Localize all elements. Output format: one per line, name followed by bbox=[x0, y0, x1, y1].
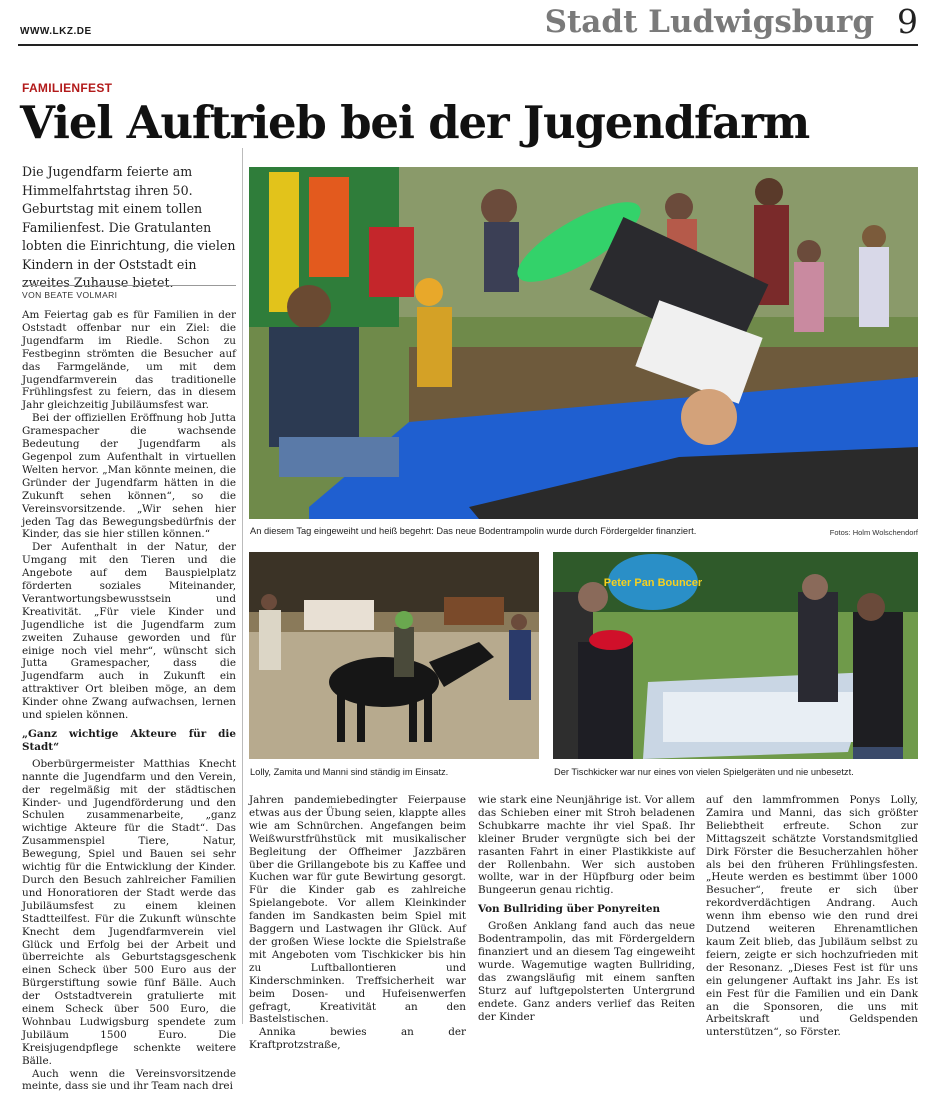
paragraph: Bei der offiziellen Eröffnung hob Jutta Gramespacher die wachsende Bedeutung der Jugendfarm als Gegenpol zum Aufenthalt in virtuellen Welten hervor. „Man könnte meinen, die Gründer der Jugendfarm hätten in die Zukunft sehen können“, so die Vereinsvorsitzende. „Wir sehen hier jeden Tag das Bewegungsbedürfnis der Kinder, das sie hier stillen können.“ bbox=[22, 412, 236, 541]
site-url: WWW.LKZ.DE bbox=[20, 26, 92, 37]
paragraph: Jahren pandemiebedingter Feierpause etwas aus der Übung seien, klappte alles wie am Schnürchen. Angefangen beim Weißwurstfrühstück mit musikalischer Begleitung der Offheimer Jazzbären über die Grillangebote bis zu Kaffee und Kuchen war für gute Bewirtung gesorgt. Für die Kinder gab es zahlreiche Spielangebote. Vor allem Kleinkinder fanden im Sandkasten beim Spiel mit Baggern und Lastwagen ihr Glück. Auf der großen Wiese lockte die Spielstraße mit Angeboten vom Tischkicker bis hin zu Luftballontieren und Kinderschminken. Treffsicherheit war beim Dosen- und Hufeisenwerfen gefragt, Kreativität an den Bastelstischen. bbox=[249, 794, 466, 1026]
paragraph: Der Aufenthalt in der Natur, der Umgang mit den Tieren und die Angebote auf dem Bauspielplatz förderten soziales Miteinander, Verantwortungsbewusstsein und Kreativität. „Für viele Kinder und Jugendliche ist die Jugendfarm zum zweiten Zuhause geworden und für einige noch viel mehr“, wünscht sich Jutta Gramespacher, dass die Jugendfarm auch in Zukunft ein attraktiver Ort bleiben möge, an dem Kinder ohne Zwang aufwachsen, lernen und spielen können. bbox=[22, 541, 236, 722]
photo-credit: Fotos: Holm Wolschendorf bbox=[829, 528, 918, 537]
paragraph: Oberbürgermeister Matthias Knecht nannte die Jugendfarm und den Verein, der regelmäßig mit der städtischen Kinder- und Jugendförderung und den Schulen zusammenarbeite, „ganz wichtige Akteure für die Stadt“. Das Zusammenspiel Tiere, Natur, Bewegung, Spiel und Bauen sei sehr wichtig für die Entwicklung der Kinder. Durch den Besuch zahlreicher Familien und Honoratioren der Stadt werde das Jubiläumsfest zu einem kleinen Stadtteilfest. Für die Zukunft wünschte Knecht dem Jugendfarmverein viel Glück und Erfolg bei der Arbeit und überreichte als Geburtstagsgeschenk einen Scheck über 500 Euro aus der Bürgerstiftung sowie fünf Bälle. Auch der Oststadtverein gratulierte mit einem Scheck über 500 Euro, die Wohnbau Ludwigsburg spendete zum Jubiläum 1500 Euro. Die Kreisjugendpflege schenkte weitere Bälle. bbox=[22, 757, 236, 1067]
subheading: „Ganz wichtige Akteure für die Stadt“ bbox=[22, 728, 236, 753]
article-headline: Viel Auftrieb bei der Jugendfarm bbox=[20, 96, 810, 149]
tischkicker-caption: Der Tischkicker war nur eines von vielen Spielgeräten und nie unbesetzt. bbox=[554, 767, 854, 777]
subheading: Von Bullriding über Ponyreiten bbox=[478, 903, 661, 916]
paragraph: Auch wenn die Vereinsvorsitzende meinte, dass sie und ihr Team nach drei bbox=[22, 1067, 236, 1093]
text-column-4 bbox=[706, 794, 918, 1039]
byline-divider bbox=[22, 285, 236, 286]
text-column-1 bbox=[22, 309, 236, 1093]
page-header bbox=[18, 0, 918, 46]
paragraph: Annika bewies an der Kraftprotzstraße, bbox=[249, 1026, 466, 1052]
section-title: Stadt Ludwigsburg bbox=[544, 4, 874, 40]
text-column-3 bbox=[478, 794, 695, 1024]
tischkicker-photo bbox=[553, 552, 918, 759]
paragraph: Großen Anklang fand auch das neue Bodentrampolin, das mit Fördergeldern finanziert und an diesem Tag eingeweiht wurde. Wagemutige wagten Bullriding, das zwangsläufig mit einem sanften Sturz auf luftgepolsterten Untergrund endete. Ganz anders verlief das Reiten der Kinder bbox=[478, 920, 695, 1023]
ponies-photo bbox=[249, 552, 539, 759]
ponies-caption: Lolly, Zamita und Manni sind ständig im Einsatz. bbox=[250, 767, 449, 777]
page-number: 9 bbox=[897, 2, 918, 41]
paragraph: Am Feiertag gab es für Familien in der Oststadt offenbar nur ein Ziel: die Jugendfarm im Riedle. Schon zu Festbeginn strömten die Besucher auf das Farmgelände, um mit dem Jugendfarmverein das traditionelle Frühlingsfest zu feiern, das in diesem Jahr gleichzeitig Jubiläumsfest war. bbox=[22, 309, 236, 412]
article-teaser: Die Jugendfarm feierte am Himmelfahrtstag ihren 50. Geburtstag mit einem tollen Familienfest. Die Gratulanten lobten die Einrichtung, die vielen Kindern in der Oststadt ein zweites Zuhause bietet. bbox=[22, 164, 236, 290]
trampoline-caption: An diesem Tag eingeweiht und heiß begehrt: Das neue Bodentrampolin wurde durch Fördergelder finanziert. bbox=[250, 526, 697, 536]
bouncer-sign-text: Peter Pan Bouncer bbox=[603, 577, 703, 589]
paragraph: auf den lammfrommen Ponys Lolly, Zamira und Manni, das sich größter Beliebtheit erfreute. Schon zur Mittagszeit schätzte Vorstandsmitglied Dirk Förster die Besucherzahlen höher als bei den früheren Frühlingsfesten. „Heute werden es bestimmt über 1000 Besucher“, freute er sich über rekordverdächtigen Andrang. Auch wenn ihm ebenso wie den rund drei Dutzend weiteren Ehrenamtlichen kaum Zeit blieb, das Jubiläum selbst zu feiern, zeigte er sich hochzufrieden mit der Resonanz. „Dieses Fest ist für uns ein gelungener Auftakt ins Jahr. Es ist ein Fest für die Familien und ein Dank an die Sponsoren, die uns mit Arbeitskraft und Geldspenden unterstützen“, so Förster. bbox=[706, 794, 918, 1039]
text-column-2 bbox=[249, 794, 466, 1052]
paragraph: wie stark eine Neunjährige ist. Vor allem das Schieben einer mit Stroh beladenen Schubkarre machte ihr viel Spaß. Ihr kleiner Bruder vergnügte sich bei der rasanten Fahrt in einer Plastikkiste auf der Rollenbahn. Wer sich austoben wollte, war in der Hüpfburg oder beim Bungeerun genau richtig. bbox=[478, 794, 695, 897]
article-byline: VON BEATE VOLMARI bbox=[22, 290, 118, 300]
article-kicker: FAMILIENFEST bbox=[22, 81, 113, 95]
column-divider bbox=[242, 148, 243, 1024]
trampoline-photo bbox=[249, 167, 918, 519]
